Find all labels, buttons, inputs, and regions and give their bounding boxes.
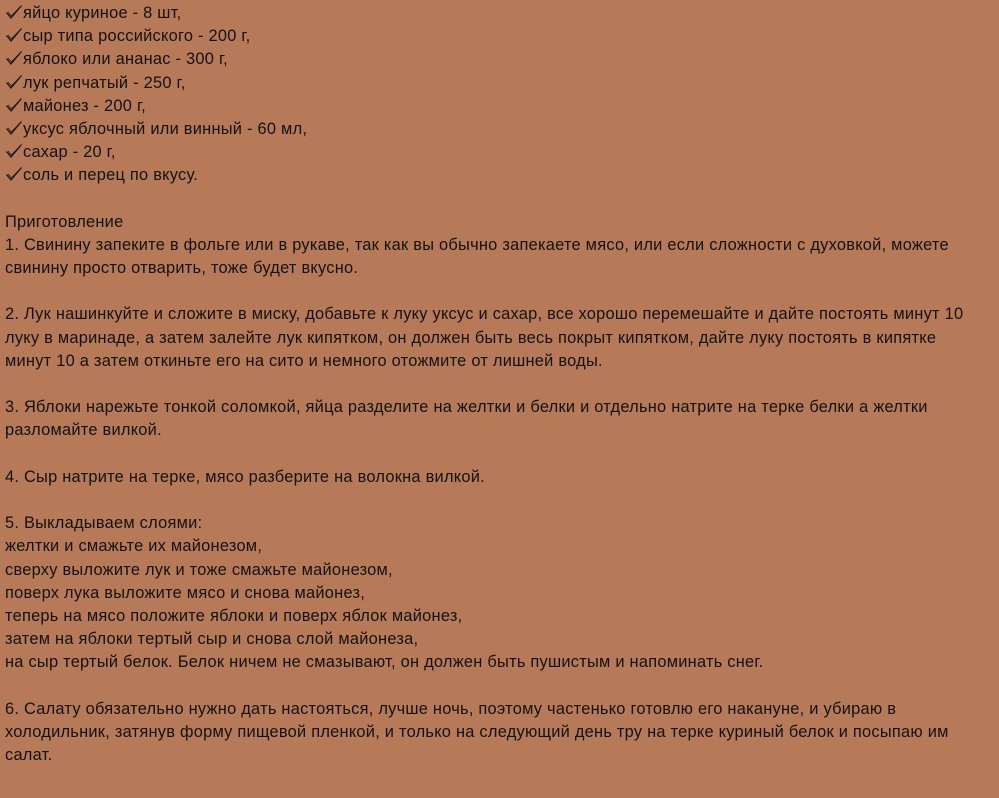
spacer — [5, 280, 999, 303]
step-line: поверх лука выложите мясо и снова майонез, — [5, 583, 366, 602]
ingredient-text: уксус яблочный или винный - 60 мл, — [23, 119, 308, 138]
step-3 — [5, 396, 999, 442]
check-mark-icon — [5, 74, 23, 90]
ingredient-text: соль и перец по вкусу. — [23, 166, 199, 185]
check-mark-icon — [5, 50, 23, 66]
ingredient-text: яйцо куриное - 8 шт, — [23, 4, 182, 22]
step-line: сверху выложите лук и тоже смажьте майонезом, — [5, 560, 393, 579]
ingredient-text: майонез - 200 г, — [23, 96, 146, 115]
preparation-section — [5, 211, 999, 768]
step-line: на сыр тертый белок. Белок ничем не смазывают, он должен быть пушистым и напоминать снег. — [5, 653, 764, 672]
step-2 — [5, 303, 999, 373]
step-6 — [5, 698, 999, 768]
step-line: разломайте вилкой. — [5, 421, 162, 440]
ingredient-item — [5, 25, 999, 48]
step-line: 6. Салату обязательно нужно дать настояться, лучше ночь, поэтому частенько готовлю его накануне, и убираю в — [5, 699, 897, 718]
step-1 — [5, 234, 999, 280]
step-line: минут 10 а затем откиньте его на сито и немного отожмите от лишней воды. — [5, 351, 603, 370]
ingredient-item — [5, 95, 999, 118]
spacer — [5, 188, 999, 211]
step-line: 3. Яблоки нарежьте тонкой соломкой, яйца разделите на желтки и белки и отдельно натрите на терке белки а желтки — [5, 398, 928, 417]
spacer — [5, 373, 999, 396]
ingredient-item — [5, 72, 999, 95]
ingredient-item — [5, 48, 999, 71]
step-line: желтки и смажьте их майонезом, — [5, 537, 263, 556]
ingredients-list — [5, 2, 999, 188]
check-mark-icon — [5, 120, 23, 136]
ingredient-text: яблоко или ананас - 300 г, — [23, 50, 228, 69]
check-mark-icon — [5, 4, 23, 20]
ingredient-item — [5, 118, 999, 141]
step-line: 2. Лук нашинкуйте и сложите в миску, добавьте к луку уксус и сахар, все хорошо перемешайте и дайте постоять минут 10 — [5, 305, 964, 324]
spacer — [5, 674, 999, 697]
ingredient-text: сахар - 20 г, — [23, 143, 116, 162]
step-line: 5. Выкладываем слоями: — [5, 514, 203, 533]
step-line: луку в маринаде, а затем залейте лук кипятком, он должен быть весь покрыт кипятком, дайте луку постоять в кипятке — [5, 328, 937, 347]
preparation-heading: Приготовление — [5, 212, 124, 231]
step-line: холодильник, затянув форму пищевой пленкой, и только на следующий день тру на терке куриный белок и посыпаю им — [5, 722, 949, 741]
ingredient-text: сыр типа российского - 200 г, — [23, 27, 251, 46]
step-line: теперь на мясо положите яблоки и поверх яблок майонез, — [5, 606, 463, 625]
ingredient-item — [5, 2, 999, 25]
ingredient-item — [5, 164, 999, 187]
step-5 — [5, 512, 999, 674]
ingredient-text: лук репчатый - 250 г, — [23, 73, 186, 92]
step-line: 4. Сыр натрите на терке, мясо разберите на волокна вилкой. — [5, 467, 485, 486]
step-line: 1. Свинину запеките в фольге или в рукаве, так как вы обычно запекаете мясо, или если сложности с духовкой, можете — [5, 235, 949, 254]
check-mark-icon — [5, 27, 23, 43]
spacer — [5, 489, 999, 512]
check-mark-icon — [5, 143, 23, 159]
step-line: свинину просто отварить, тоже будет вкусно. — [5, 259, 359, 278]
step-4 — [5, 466, 999, 489]
ingredient-item — [5, 141, 999, 164]
check-mark-icon — [5, 166, 23, 182]
step-line: салат. — [5, 746, 53, 764]
step-line: затем на яблоки тертый сыр и снова слой майонеза, — [5, 630, 419, 649]
check-mark-icon — [5, 97, 23, 113]
spacer — [5, 443, 999, 466]
